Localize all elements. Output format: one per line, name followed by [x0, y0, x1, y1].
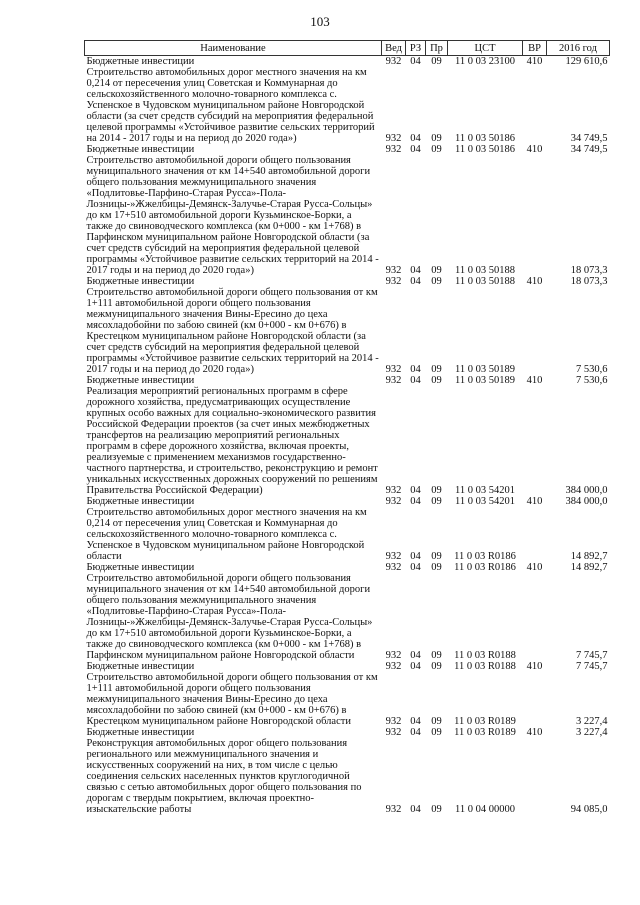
row-cst: 11 0 03 50188: [455, 265, 515, 276]
row-pr: 09: [431, 133, 442, 144]
row-rz: 04: [410, 650, 421, 661]
header-row: [85, 41, 610, 56]
table-row: [85, 386, 610, 496]
table-row: [85, 56, 610, 68]
row-name: Строительство автомобильной дороги общего пользования от км 1+111 автомобильной дороги общего пользования межмуниципального значения Вины-Ересино до цеха мясохладобойни по забою свиней (км 0+000 - км 0+676) в Крестецком муниципальном районе Новгородской области (за счет средств субсидий на мероприятия федеральной целевой программы «Устойчивое развитие сельских территорий на 2014 - 2017 годы и на период до 2020 года»): [86, 287, 379, 375]
row-cst: 11 0 03 50189: [455, 364, 515, 375]
row-vr: 410: [526, 727, 543, 738]
row-vr: [523, 155, 547, 276]
row-rz: 04: [410, 375, 421, 386]
row-rz: 04: [410, 144, 421, 155]
row-vr: 410: [526, 375, 543, 386]
row-cst: 11 0 03 R0189: [454, 727, 516, 738]
row-cst: 11 0 03 50186: [455, 133, 515, 144]
row-ved: 932: [385, 144, 402, 155]
row-pr: 09: [431, 650, 442, 661]
row-rz: 04: [410, 265, 421, 276]
header-rz: РЗ: [406, 41, 426, 56]
table-body: [85, 56, 610, 816]
header-ved: Вед: [382, 41, 406, 56]
row-rz: 04: [410, 562, 421, 573]
row-vr: [523, 573, 547, 661]
row-sum: 14 892,7: [570, 562, 608, 573]
row-name: Бюджетные инвестиции: [86, 56, 195, 67]
row-vr: [523, 386, 547, 496]
row-name: Бюджетные инвестиции: [86, 276, 195, 287]
row-sum: 7 745,7: [576, 661, 608, 672]
row-ved: 932: [385, 661, 402, 672]
row-cst: 11 0 03 50189: [455, 375, 515, 386]
row-sum: 14 892,7: [570, 551, 608, 562]
row-cst: 11 0 04 00000: [455, 804, 515, 815]
row-pr: 09: [431, 265, 442, 276]
row-name: Строительство автомобильной дороги общего пользования от км 1+111 автомобильной дороги общего пользования межмуниципального значения Вины-Ересино до цеха мясохладобойни по забою свиней (км 0+000 - км 0+676) в Крестецком муниципальном районе Новгородской области: [86, 672, 378, 727]
row-ved: 932: [385, 496, 402, 507]
row-name: Строительство автомобильных дорог местного значения на км 0,214 от пересечения улиц Советская и Коммунарная до сельскохозяйственного молочно-товарного комплекса с. Успенское в Чудовском муниципальном районе Новгородской области: [86, 507, 367, 562]
row-sum: 94 085,0: [570, 804, 608, 815]
row-cst: 11 0 03 54201: [455, 485, 515, 496]
budget-table: [84, 40, 610, 815]
table-row: [85, 738, 610, 815]
header-sum: 2016 год: [547, 41, 610, 56]
header-pr: Пр: [426, 41, 448, 56]
header-name: Наименование: [85, 41, 382, 56]
table-header: [85, 41, 610, 56]
row-ved: 932: [385, 375, 402, 386]
row-vr: [523, 738, 547, 815]
table-row: [85, 276, 610, 287]
row-name: Реализация мероприятий региональных программ в сфере дорожного хозяйства, предусматривающих осуществление крупных особо важных для социально-экономического развития Российской Федерации проектов (за счет иных межбюджетных трансфертов на реализацию мероприятий региональных программ в сфере дорожного хозяйства, включая проекты, реализуемые с применением механизмов государственно-частного партнерства, и строительство, реконструкцию и ремонт уникальных искусственных дорожных сооружений по решениям Правительства Российской Федерации): [86, 386, 378, 496]
row-cst: 11 0 03 23100: [455, 56, 515, 67]
row-pr: 09: [431, 485, 442, 496]
row-sum: 34 749,5: [570, 133, 608, 144]
row-vr: [523, 672, 547, 727]
row-pr: 09: [431, 276, 442, 287]
row-pr: 09: [431, 562, 442, 573]
table-row: [85, 155, 610, 276]
row-sum: 7 745,7: [576, 650, 608, 661]
table-row: [85, 562, 610, 573]
row-cst: 11 0 03 R0188: [454, 650, 516, 661]
row-sum: 7 530,6: [576, 375, 608, 386]
row-ved: 932: [385, 716, 402, 727]
row-name: Строительство автомобильной дороги общего пользования муниципального значения от км 14+540 автомобильной дороги общего пользования межмуниципального значения «Подлитовье-Парфино-Старая Русса»-Пола-Лозницы-»Жжелбицы-Демянск-Залучье-Старая Русса-Сольцы» до км 17+510 автомобильной дороги Кузьминское-Борки, а также до свиноводческого комплекса (км 0+000 - км 1+768) в Парфинском муниципальном районе Новгородской области: [86, 573, 373, 661]
row-ved: 932: [385, 485, 402, 496]
table-row: [85, 375, 610, 386]
row-name: Бюджетные инвестиции: [86, 562, 195, 573]
row-vr: [523, 507, 547, 562]
row-cst: 11 0 03 54201: [455, 496, 515, 507]
table-row: [85, 672, 610, 727]
table-row: [85, 661, 610, 672]
row-pr: 09: [431, 716, 442, 727]
row-vr: 410: [526, 56, 543, 67]
table-row: [85, 507, 610, 562]
row-vr: [523, 287, 547, 375]
row-name: Бюджетные инвестиции: [86, 375, 195, 386]
row-ved: 932: [385, 551, 402, 562]
row-ved: 932: [385, 650, 402, 661]
row-rz: 04: [410, 804, 421, 815]
row-rz: 04: [410, 716, 421, 727]
row-sum: 129 610,6: [565, 56, 608, 67]
row-ved: 932: [385, 727, 402, 738]
row-pr: 09: [431, 661, 442, 672]
row-rz: 04: [410, 661, 421, 672]
row-pr: 09: [431, 375, 442, 386]
row-sum: 384 000,0: [565, 496, 608, 507]
row-sum: 7 530,6: [576, 364, 608, 375]
row-ved: 932: [385, 56, 402, 67]
row-sum: 384 000,0: [565, 485, 608, 496]
row-rz: 04: [410, 276, 421, 287]
row-rz: 04: [410, 551, 421, 562]
row-ved: 932: [385, 804, 402, 815]
row-rz: 04: [410, 133, 421, 144]
row-rz: 04: [410, 364, 421, 375]
row-ved: 932: [385, 265, 402, 276]
row-rz: 04: [410, 485, 421, 496]
table-row: [85, 573, 610, 661]
row-sum: 34 749,5: [570, 144, 608, 155]
row-name: Бюджетные инвестиции: [86, 661, 195, 672]
row-sum: 18 073,3: [570, 265, 608, 276]
row-cst: 11 0 03 50188: [455, 276, 515, 287]
row-name: Строительство автомобильной дороги общего пользования муниципального значения от км 14+540 автомобильной дороги общего пользования межмуниципального значения «Подлитовье-Парфино-Старая Русса»-Пола-Лозницы-»Жжелбицы-Демянск-Залучье-Старая Русса-Сольцы» до км 17+510 автомобильной дороги Кузьминское-Борки, а также до свиноводческого комплекса (км 0+000 - км 1+768) в Парфинском муниципальном районе Новгородской области (за счет средств субсидий на мероприятия федеральной целевой программы «Устойчивое развитие сельских территорий на 2014 - 2017 годы и на период до 2020 года»): [86, 155, 379, 276]
row-rz: 04: [410, 56, 421, 67]
row-name: Бюджетные инвестиции: [86, 727, 195, 738]
table-row: [85, 287, 610, 375]
row-cst: 11 0 03 R0188: [454, 661, 516, 672]
row-vr: [523, 67, 547, 144]
row-pr: 09: [431, 551, 442, 562]
row-pr: 09: [431, 144, 442, 155]
row-cst: 11 0 03 50186: [455, 144, 515, 155]
row-pr: 09: [431, 804, 442, 815]
row-vr: 410: [526, 661, 543, 672]
row-pr: 09: [431, 727, 442, 738]
row-vr: 410: [526, 562, 543, 573]
row-cst: 11 0 03 R0189: [454, 716, 516, 727]
table-row: [85, 727, 610, 738]
row-sum: 18 073,3: [570, 276, 608, 287]
row-vr: 410: [526, 276, 543, 287]
row-pr: 09: [431, 496, 442, 507]
row-sum: 3 227,4: [576, 716, 608, 727]
row-pr: 09: [431, 364, 442, 375]
row-ved: 932: [385, 276, 402, 287]
table-row: [85, 496, 610, 507]
row-name: Реконструкция автомобильных дорог общего пользования регионального или межмуниципального значения и искусственных сооружений на них, в том числе с целью соединения сельских населенных пунктов круглогодичной связью с сетью автомобильных дорог общего пользования по дорогам с твердым покрытием, включая проектно-изыскательские работы: [86, 738, 362, 815]
row-vr: 410: [526, 144, 543, 155]
row-vr: 410: [526, 496, 543, 507]
table-row: [85, 67, 610, 144]
row-pr: 09: [431, 56, 442, 67]
page-number: 103: [310, 14, 330, 29]
row-rz: 04: [410, 727, 421, 738]
header-cst: ЦСТ: [448, 41, 523, 56]
row-ved: 932: [385, 364, 402, 375]
row-sum: 3 227,4: [576, 727, 608, 738]
row-name: Бюджетные инвестиции: [86, 496, 195, 507]
row-name: Бюджетные инвестиции: [86, 144, 195, 155]
header-vr: ВР: [523, 41, 547, 56]
table-row: [85, 144, 610, 155]
row-ved: 932: [385, 133, 402, 144]
row-cst: 11 0 03 R0186: [454, 551, 516, 562]
row-ved: 932: [385, 562, 402, 573]
row-name: Строительство автомобильных дорог местного значения на км 0,214 от пересечения улиц Советская и Коммунарная до сельскохозяйственного молочно-товарного комплекса с. Успенское в Чудовском муниципальном районе Новгородской области (за счет средств субсидий на мероприятия федеральной целевой программы «Устойчивое развитие сельских территорий на 2014 - 2017 годы и на период до 2020 года»): [86, 67, 375, 144]
row-rz: 04: [410, 496, 421, 507]
row-cst: 11 0 03 R0186: [454, 562, 516, 573]
